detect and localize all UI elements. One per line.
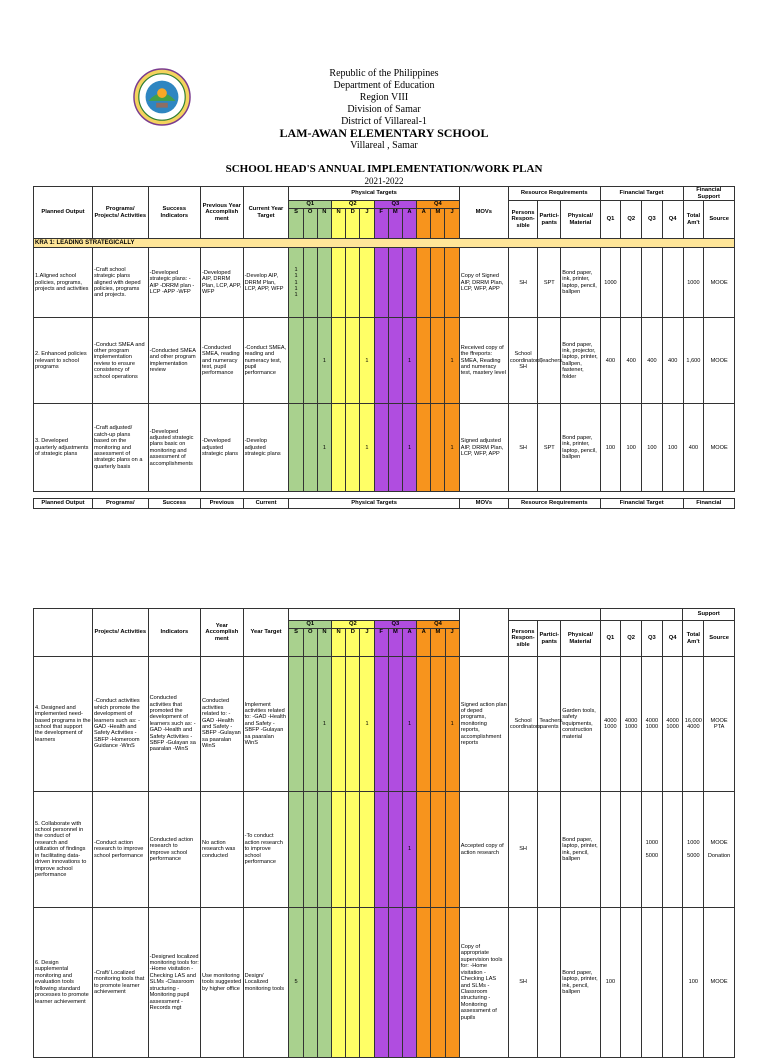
previous-year-cell: -Developed adjusted strategic plans [201,404,244,492]
plan-row [34,908,735,1058]
month-header: M [388,629,402,657]
month-target-cell [303,318,317,404]
fin-q2-cell [621,248,642,318]
movs-cell: Accepted copy of action research [459,792,508,908]
planned-output-cell: 1.Aligned school policies, programs, projects and activities [34,248,93,318]
total-amount-cell: 16,000 4000 [683,657,704,792]
col-source: Source [704,201,735,239]
col-previous-year: Previous Year Accomplish ment [201,187,244,239]
fin-q4-cell [662,908,683,1058]
planned-output-cell: 5. Collaborate with school personnel in the conduct of research and utilization of findings in facilitating data-driven innovations to improve school performance [34,792,93,908]
plan-row [34,404,735,492]
p2-col-programs: Projects/ Activities [92,609,148,657]
persons-responsible-cell: SH [508,248,537,318]
month-target-cell: 5 [289,908,303,1058]
month-target-cell [331,248,345,318]
strip-planned-output: Planned Output [34,499,93,509]
month-target-cell: 1 [445,318,459,404]
month-target-cell [303,404,317,492]
strip-previous: Previous [201,499,244,509]
month-target-cell [417,908,431,1058]
month-target-cell [431,404,445,492]
current-target-cell: -Conduct SMEA, reading and numeracy test, pupil performance [243,318,289,404]
month-target-cell [332,792,346,908]
col-resource-requirements: Resource Requirements [508,187,600,201]
fin-q3-cell: 4000 1000 [642,657,663,792]
persons-responsible-cell: SH [508,404,537,492]
month-header: D [346,209,360,239]
month-target-cell [360,792,374,908]
col-persons-responsible: Persons Respon-sible [508,201,537,239]
fin-q4-cell [662,792,683,908]
month-target-cell: 1 [317,657,331,792]
programs-cell: -Conduct action research to improve school performance [92,792,148,908]
month-target-cell [445,908,459,1058]
month-target-cell: 1 [360,318,374,404]
month-target-cell [346,404,360,492]
p2-col-fin-q3: Q3 [642,621,663,657]
planned-output-cell: 3. Developed quarterly adjustments of strategic plans [34,404,93,492]
month-target-cell [374,404,388,492]
fin-q3-cell: 1000 5000 [642,792,663,908]
programs-cell: -Conduct activities which promote the development of learners such as: -GAD -Health and Safety Activities -SBFP -Homeroom Guidance -WinS [92,657,148,792]
month-header: N [332,629,346,657]
month-header: D [346,629,360,657]
month-target-cell [317,908,331,1058]
fin-q3-cell [642,908,663,1058]
month-target-cell [303,908,317,1058]
month-target-cell [289,657,303,792]
fin-q1-cell: 100 [600,908,621,1058]
col-total-amt: Total Am't [683,201,704,239]
quarter-q3: Q3 [374,201,417,209]
district-line: District of Villareal-1 [341,116,427,127]
month-target-cell [388,248,402,318]
quarter-q2: Q2 [331,201,374,209]
fin-q2-cell: 4000 1000 [621,657,642,792]
fin-q3-cell: 400 [642,318,663,404]
physical-material-cell: Bond paper, laptop, printer, ink, pencil, ballpen [561,908,600,1058]
republic-line: Republic of the Philippines [329,68,439,79]
month-target-cell [417,657,431,792]
month-header: J [445,209,459,239]
programs-cell: -Conduct SMEA and other program implementation review to ensure consistency of school operations [92,318,148,404]
p2-col-planned-output [34,609,93,657]
previous-year-cell: Use monitoring tools suggested by higher office [201,908,244,1058]
month-header: A [402,629,416,657]
col-physical-targets: Physical Targets [289,187,459,201]
month-header: J [360,209,374,239]
fin-q4-cell [662,248,683,318]
month-header: N [317,209,331,239]
col-current-target: Current Year Target [243,187,289,239]
col-planned-output: Planned Output [34,187,93,239]
participants-cell: SPT [538,404,561,492]
p2-col-financial-target [600,609,683,621]
month-target-cell [417,404,431,492]
previous-year-cell: Conducted activities related to: -GAD -Health and Safety -SBFP -Gulayan sa paaralan WinS [201,657,244,792]
source-cell: MOOE [704,404,735,492]
quarter-q4: Q4 [417,201,460,209]
participants-cell [538,908,561,1058]
participants-cell: Teachers [538,318,561,404]
month-target-cell [431,908,445,1058]
persons-responsible-cell: School coordinators, SH [508,318,537,404]
month-header: J [360,629,374,657]
p2-col-fin-q1: Q1 [600,621,621,657]
school-address: Villareal , Samar [350,140,418,151]
fin-q2-cell [621,908,642,1058]
previous-year-cell: -Developed AIP, DRRM Plan, LCP, APP, WFP [201,248,244,318]
month-target-cell [431,248,445,318]
fin-q4-cell: 4000 1000 [662,657,683,792]
participants-cell: Teachers, parents [538,657,561,792]
fin-q1-cell: 400 [600,318,621,404]
month-target-cell [303,657,317,792]
month-target-cell [402,248,416,318]
month-header: M [388,209,402,239]
month-target-cell [331,318,345,404]
p2-col-fin-q4: Q4 [662,621,683,657]
planned-output-cell: 6. Design supplemental monitoring and evaluation tools following standard processes to promote learner achievement [34,908,93,1058]
month-target-cell [360,248,374,318]
month-target-cell [346,792,360,908]
fin-q2-cell: 100 [621,404,642,492]
month-target-cell [388,792,402,908]
month-target-cell [289,792,303,908]
col-programs: Programs/ Projects/ Activities [92,187,148,239]
p2-col-total: Total Am't [683,621,704,657]
col-fin-q4: Q4 [662,201,683,239]
month-target-cell: 1 [402,404,416,492]
fin-q1-cell: 1000 [600,248,621,318]
p2-col-support: Support [683,609,735,621]
physical-material-cell: Bond paper, ink, printer, laptop, pencil, ballpen [561,248,600,318]
strip-current: Current [243,499,289,509]
p2-col-source: Source [704,621,735,657]
month-target-cell [388,908,402,1058]
planned-output-cell: 2. Enhanced policies relevant to school programs [34,318,93,404]
col-fin-q2: Q2 [621,201,642,239]
persons-responsible-cell: SH [508,908,537,1058]
month-header: F [374,629,388,657]
month-target-cell [289,404,303,492]
month-header: O [303,209,317,239]
month-target-cell [289,318,303,404]
indicators-cell: -Designed localized monitoring tools for: -Home visitation -Checking LAS and SLMs -Classroom structuring -Monitoring pupil assessment -Records mgt [148,908,200,1058]
total-amount-cell: 1,600 [683,318,704,404]
month-target-cell [445,792,459,908]
source-cell: MOOE [704,318,735,404]
p2-quarter-q2: Q2 [332,621,375,629]
school-name: LAM-AWAN ELEMENTARY SCHOOL [279,126,489,140]
col-physical-material: Physical/ Material [561,201,600,239]
month-target-cell [332,657,346,792]
p2-col-material: Physical/ Material [561,621,600,657]
month-target-cell [303,792,317,908]
plan-row [34,318,735,404]
p2-quarter-q3: Q3 [374,621,417,629]
month-header: A [417,209,431,239]
current-target-cell: -Develop AIP, DRRM Plan, LCP, APP, WFP [243,248,289,318]
plan-title: SCHOOL HEAD'S ANNUAL IMPLEMENTATION/WORK PLAN [225,163,543,175]
movs-cell: Copy of Signed AIP, DRRM Plan, LCP, WFP, APP [459,248,508,318]
month-target-cell [346,657,360,792]
month-target-cell: 1 [317,404,331,492]
source-cell: MOOE Donation [704,792,735,908]
month-target-cell [431,792,445,908]
month-header: M [431,209,445,239]
month-target-cell: 1 [360,657,374,792]
month-header: S [289,209,303,239]
department-line: Department of Education [333,80,435,91]
source-cell: MOOE [704,908,735,1058]
month-header: J [445,629,459,657]
previous-year-cell: No action research was conducted [201,792,244,908]
fin-q4-cell: 100 [662,404,683,492]
month-target-cell: 1 [445,657,459,792]
current-target-cell: Implement activities related to: -GAD -Health and Safety -SBFP -Gulayan sa paaralan WinS [243,657,289,792]
participants-cell: SPT [538,248,561,318]
source-cell: MOOE [704,248,735,318]
month-target-cell [332,908,346,1058]
persons-responsible-cell: SH [508,792,537,908]
fin-q3-cell [642,248,663,318]
month-target-cell [417,248,431,318]
fin-q4-cell: 400 [662,318,683,404]
month-target-cell: 1 [317,318,331,404]
region-line: Region VIII [359,92,409,103]
month-target-cell [388,404,402,492]
month-target-cell [388,318,402,404]
month-target-cell [417,792,431,908]
movs-cell: Received copy of the ffreports: SMEA, Reading and numeracy test, mastery level [459,318,508,404]
fin-q1-cell: 100 [600,404,621,492]
month-target-cell [331,404,345,492]
indicators-cell: Conducted action research to improve school performance [148,792,200,908]
programs-cell: -Craft/ Localized monitoring tools that to promote learner achievement [92,908,148,1058]
total-amount-cell: 1000 5000 [683,792,704,908]
month-target-cell [374,657,388,792]
month-header: A [402,209,416,239]
col-success-indicators: Success Indicators [148,187,200,239]
fin-q3-cell: 100 [642,404,663,492]
month-target-cell [431,657,445,792]
programs-cell: -Craft school strategic plans aligned with deped policies, programs and projects. [92,248,148,318]
month-target-cell [374,908,388,1058]
month-target-cell [445,248,459,318]
repeated-header-strip [33,498,735,509]
total-amount-cell: 400 [683,404,704,492]
strip-resource-requirements: Resource Requirements [508,499,600,509]
month-target-cell [374,792,388,908]
col-participants: Partici-pants [538,201,561,239]
persons-responsible-cell: School coordinators [508,657,537,792]
indicators-cell: -Developed adjusted strategic plans basic on monitoring and assessment of accomplishments [148,404,200,492]
month-header: N [331,209,345,239]
source-cell: MOOE PTA [704,657,735,792]
p2-col-indicators: Indicators [148,609,200,657]
planned-output-cell: 4. Designed and implemented need-based programs in the school that support the development of learners [34,657,93,792]
fin-q1-cell: 4000 1000 [600,657,621,792]
fin-q2-cell: 400 [621,318,642,404]
work-plan-table-page2 [33,608,735,1058]
month-target-cell [417,318,431,404]
month-target-cell [317,248,331,318]
month-target-cell [346,248,360,318]
strip-financial: Financial [683,499,734,509]
p2-col-resource [508,609,600,621]
plan-row [34,248,735,318]
month-target-cell [431,318,445,404]
movs-cell: Copy of appropriate supervision tools for: -Home visitation -Checking LAS and SLMs -Classroom structuring -Monitoring assessment of pupils [459,908,508,1058]
previous-year-cell: -Conducted SMEA, reading and numeracy test, pupil performance [201,318,244,404]
month-target-cell [374,248,388,318]
p2-col-physical [289,609,459,621]
indicators-cell: -Developed strategic plans: -AIP -DRRM plan -LCP -APP -WFP [148,248,200,318]
current-target-cell: -To conduct action research to improve school performance [243,792,289,908]
quarter-q1: Q1 [289,201,332,209]
col-fin-q1: Q1 [600,201,621,239]
physical-material-cell: Bond paper, ink, printer, laptop, pencil, ballpen [561,404,600,492]
participants-cell [538,792,561,908]
p2-col-persons: Persons Respon-sible [508,621,537,657]
indicators-cell: Conducted activities that promoted the development of learners such as: -GAD -Health and Safety Activities -SBFP -Gulayan sa paaralan -WinS [148,657,200,792]
month-target-cell: 1 [360,404,374,492]
programs-cell: -Craft adjusted/ catch-up plans based on the monitoring and assessment of strategic plans on a quarterly basis [92,404,148,492]
strip-physical-targets: Physical Targets [289,499,459,509]
col-financial-support: Financial Support [683,187,734,201]
p2-col-participants: Partici-pants [538,621,561,657]
strip-financial-target: Financial Target [600,499,683,509]
division-line: Division of Samar [347,104,421,115]
total-amount-cell: 100 [683,908,704,1058]
col-fin-q3: Q3 [642,201,663,239]
month-header: F [374,209,388,239]
work-plan-table-page1 [33,186,735,492]
p2-col-previous: Year Accomplish ment [201,609,244,657]
plan-row [34,657,735,792]
school-year: 2021-2022 [364,176,404,186]
col-movs: MOVs [459,187,508,239]
movs-cell: Signed adjusted AIP, DRRM Plan, LCP, WFP, APP [459,404,508,492]
total-amount-cell: 1000 [683,248,704,318]
month-header: O [303,629,317,657]
month-target-cell: 1 [402,657,416,792]
month-target-cell: 1 [402,318,416,404]
strip-success: Success [148,499,200,509]
p2-quarter-q4: Q4 [417,621,460,629]
physical-material-cell: Bond paper, laptop, printer, ink, pencil, ballpen [561,792,600,908]
month-header: A [417,629,431,657]
indicators-cell: -Conducted SMEA and other program implementation review [148,318,200,404]
movs-cell: Signed action plan of deped programs, monitoring reports, accomplishment reports [459,657,508,792]
col-financial-target: Financial Target [600,187,683,201]
month-target-cell: 1 1 1 1 1 [289,248,303,318]
current-target-cell: -Develop adjusted strategic plans [243,404,289,492]
month-target-cell [360,908,374,1058]
physical-material-cell: Garden tools, safety equipments, construction material [561,657,600,792]
p2-quarter-q1: Q1 [289,621,332,629]
month-target-cell [402,908,416,1058]
p2-col-fin-q2: Q2 [621,621,642,657]
month-target-cell: 1 [402,792,416,908]
strip-programs: Programs/ [92,499,148,509]
month-target-cell [303,248,317,318]
month-target-cell: 1 [445,404,459,492]
month-target-cell [317,792,331,908]
month-header: N [317,629,331,657]
fin-q2-cell [621,792,642,908]
month-target-cell [388,657,402,792]
physical-material-cell: Bond paper, ink, projector, laptop, printer, ballpen, fastener, folder [561,318,600,404]
current-target-cell: Design/ Localized monitoring tools [243,908,289,1058]
plan-row [34,792,735,908]
p2-col-current: Year Target [243,609,289,657]
month-target-cell [346,908,360,1058]
strip-movs: MOVs [459,499,508,509]
month-target-cell [374,318,388,404]
p2-col-movs [459,609,508,657]
month-header: S [289,629,303,657]
kra-1-label: KRA 1: LEADING STRATEGICALLY [34,239,735,248]
fin-q1-cell [600,792,621,908]
month-header: M [431,629,445,657]
month-target-cell [346,318,360,404]
